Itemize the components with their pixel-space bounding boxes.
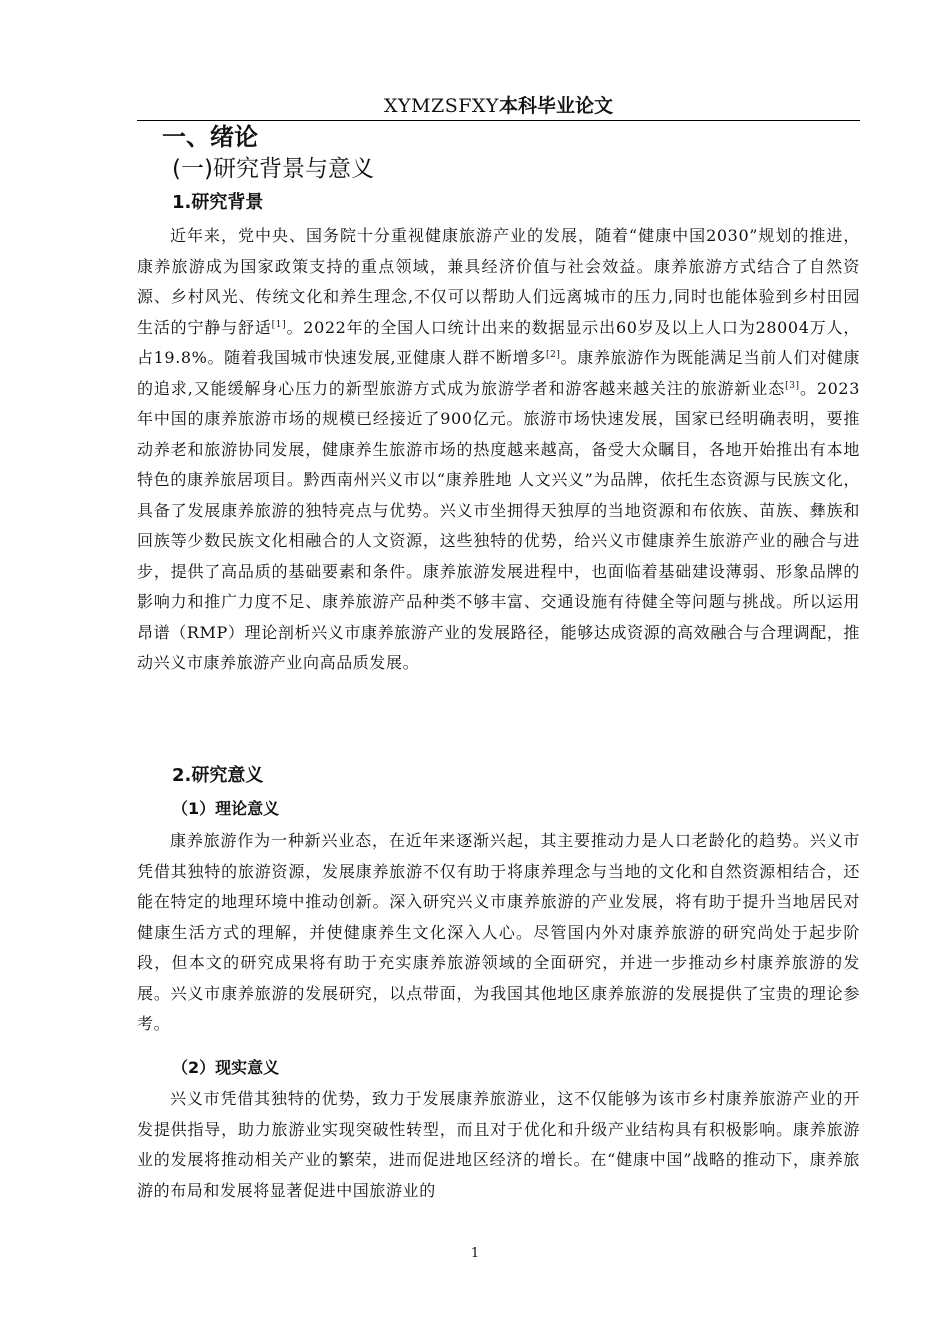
background-text-2: 。2022年的全国人口统计出来的数据显示出60岁及以上人口为28004万人，占19.8%。随着我国城市快速发展,亚健康人群不断增多 [137, 317, 860, 367]
page-header [137, 92, 860, 121]
citation-2: [2] [545, 350, 561, 360]
heading-theoretical-significance: （1）理论意义 [172, 799, 280, 818]
paragraph-background [137, 221, 860, 679]
chapter-title: 一、绪论 [162, 123, 258, 151]
background-text-1: 近年来，党中央、国务院十分重视健康旅游产业的发展，随着“健康中国2030”规划的推进，康养旅游成为国家政策支持的重点领域，兼具经济价值与社会效益。康养旅游方式结合了自然资源、乡村风光、传统文化和养生理念,不仅可以帮助人们远离城市的压力,同时也能体验到乡村田园生活的宁静与舒适 [137, 226, 860, 337]
citation-1: [1] [271, 319, 287, 330]
header-code: XYMZSFXY [383, 95, 499, 117]
paragraph-practical-significance: 兴义市凭借其独特的优势，致力于发展康养旅游业，这不仅能够为该市乡村康养旅游产业的开发提供指导，助力旅游业实现突破性转型，而且对于优化和升级产业结构具有积极影响。康养旅游业的发展将推动相关产业的繁荣，进而促进地区经济的增长。在“健康中国”战略的推动下，康养旅游的布局和发展将显著促进中国旅游业的 [137, 1089, 860, 1200]
section-title: (一)研究背景与意义 [172, 156, 374, 182]
subsection-title-background: 1.研究背景 [172, 192, 264, 213]
page-number: 1 [470, 1246, 480, 1261]
background-text-4: 。2023年中国的康养旅游市场的规模已经接近了900亿元。旅游市场快速发展，国家已经明确表明，要推动养老和旅游协同发展，健康养生旅游市场的热度越来越高，备受大众瞩目，各地开始推出有本地特色的康养旅居项目。黔西南州兴义市以“康养胜地 人文兴义”为品牌，依托生态资源与民族文化，具备了发展康养旅游的独特亮点与优势。兴义市坐拥得天独厚的当地资源和布依族、苗族、彝族和回族等少数民族文化相融合的人文资源，这些独特的优势，给兴义市健康养生旅游产业的融合与进步，提供了高品质的基础要素和条件。康养旅游发展进程中，也面临着基础建设薄弱、形象品牌的影响力和推广力度不足、康养旅游产品种类不够丰富、交通设施有待健全等问题与挑战。所以运用昂谱（RMP）理论剖析兴义市康养旅游产业的发展路径，能够达成资源的高效融合与合理调配，推动兴义市康养旅游产业向高品质发展。 [137, 378, 860, 672]
header-label: 本科毕业论文 [498, 95, 613, 117]
heading-practical-significance: （2）现实意义 [172, 1058, 280, 1077]
citation-3: [3] [785, 380, 800, 391]
paragraph-theoretical-significance: 康养旅游作为一种新兴业态，在近年来逐渐兴起，其主要推动力是人口老龄化的趋势。兴义市凭借其独特的旅游资源，发展康养旅游不仅有助于将康养理念与当地的文化和自然资源相结合，还能在特定的地理环境中推动创新。深入研究兴义市康养旅游的产业发展，将有助于提升当地居民对健康生活方式的理解，并使健康养生文化深入人心。尽管国内外对康养旅游的研究尚处于起步阶段，但本文的研究成果将有助于充实康养旅游领域的全面研究，并进一步推动乡村康养旅游的发展。兴义市康养旅游的发展研究，以点带面，为我国其他地区康养旅游的发展提供了宝贵的理论参考。 [137, 831, 860, 1033]
background-text-3: 。康养旅游作为既能满足当前人们对健康的追求,又能缓解身心压力的新型旅游方式成为旅游学者和游客越来越关注的旅游新业态 [137, 348, 860, 398]
subsection-title-significance: 2.研究意义 [172, 765, 264, 786]
